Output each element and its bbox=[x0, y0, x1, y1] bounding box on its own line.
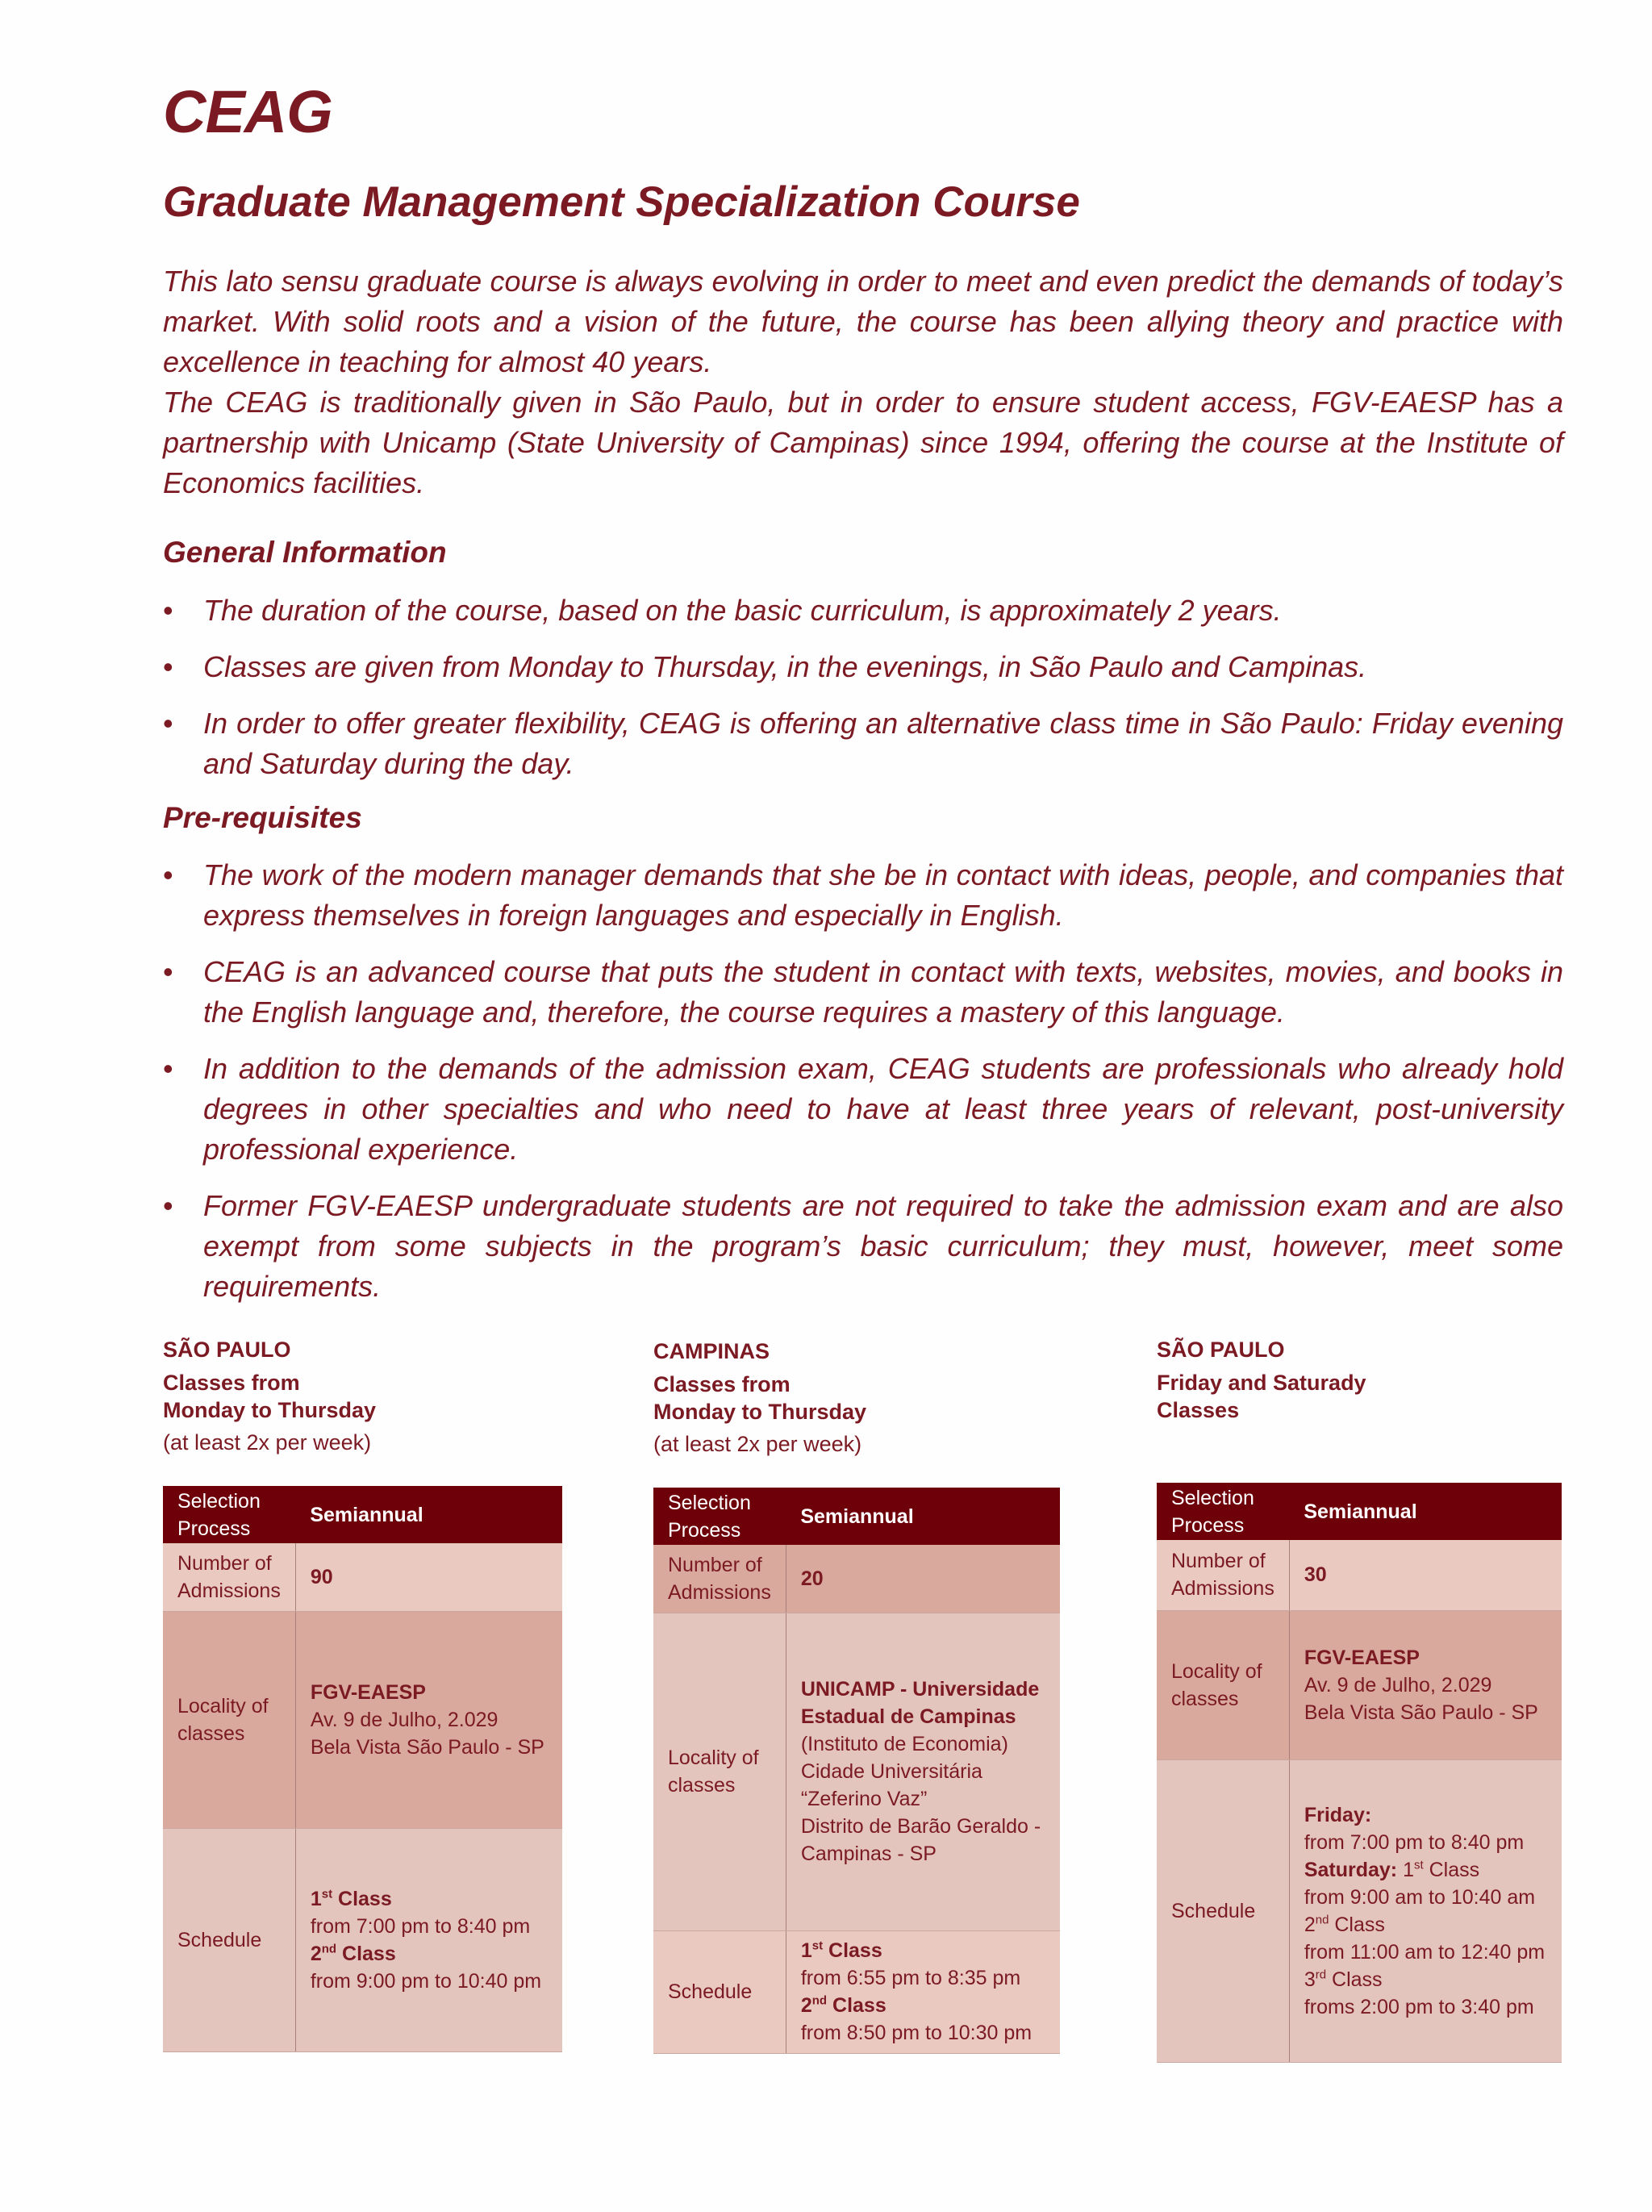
locality-name: Estadual de Campinas bbox=[800, 1705, 1016, 1728]
admissions-label: Number of Admissions bbox=[1157, 1540, 1289, 1610]
bullet-icon: • bbox=[163, 594, 173, 627]
class-number: 1 bbox=[310, 1887, 322, 1910]
class-time: from 9:00 am to 10:40 am bbox=[1304, 1885, 1536, 1909]
table-row bbox=[1157, 1610, 1562, 1759]
sao-paulo-weekday-header bbox=[163, 1335, 376, 1456]
selection-process-value: Semiannual bbox=[295, 1486, 562, 1543]
class-word: Class bbox=[1334, 1913, 1385, 1936]
list-item-text: The work of the modern manager demands that she be in contact with ideas, people, and companies that express themselves in foreign languages and especially in English. bbox=[203, 858, 1563, 932]
day-label: Friday: bbox=[1304, 1803, 1372, 1826]
class-number: 2 bbox=[310, 1942, 322, 1965]
class-time: from 7:00 pm to 8:40 pm bbox=[1304, 1830, 1525, 1854]
locality-address: Bela Vista São Paulo - SP bbox=[310, 1735, 544, 1759]
table-row bbox=[163, 1611, 562, 1828]
admissions-value: 90 bbox=[295, 1543, 562, 1611]
locality-value bbox=[1289, 1610, 1562, 1759]
list-item bbox=[163, 952, 1563, 1033]
admissions-label: Number of Admissions bbox=[653, 1545, 786, 1613]
page-title: CEAG bbox=[163, 78, 332, 145]
locality-address: Campinas - SP bbox=[800, 1843, 937, 1865]
list-item-text: CEAG is an advanced course that puts the student in contact with texts, websites, movies, and books in the English language and, therefore, the course requires a mastery of this language. bbox=[203, 955, 1563, 1029]
schedule-value bbox=[786, 1930, 1060, 2053]
locality-name: FGV-EAESP bbox=[310, 1680, 426, 1704]
class-word: Class bbox=[338, 1887, 392, 1910]
table-row bbox=[163, 1486, 562, 1543]
locality-address: Cidade Universitária bbox=[800, 1760, 982, 1783]
class-days: Classes from Monday to Thursday bbox=[653, 1372, 867, 1424]
table-row bbox=[163, 1828, 562, 2051]
bullet-icon: • bbox=[163, 1052, 173, 1085]
class-time: from 8:50 pm to 10:30 pm bbox=[800, 2022, 1032, 2044]
table-row bbox=[163, 1543, 562, 1611]
class-title bbox=[1304, 1966, 1547, 1993]
admissions-value: 20 bbox=[786, 1545, 1060, 1613]
list-item-text: Former FGV-EAESP undergraduate students are not required to take the admission exam and are also exempt from some subjects in the program’s basic curriculum; they must, however, meet some requirements. bbox=[203, 1189, 1563, 1303]
class-ordinal: st bbox=[811, 1939, 824, 1953]
class-word: Class bbox=[1332, 1968, 1383, 1991]
sao-paulo-weekend-header bbox=[1157, 1335, 1366, 1424]
locality-address: Av. 9 de Julho, 2.029 bbox=[1304, 1673, 1492, 1697]
table-row bbox=[653, 1930, 1060, 2053]
page-subtitle: Graduate Management Specialization Course bbox=[163, 178, 1080, 226]
table-row bbox=[653, 1488, 1060, 1545]
selection-process-value: Semiannual bbox=[1289, 1483, 1562, 1540]
table-row bbox=[653, 1613, 1060, 1930]
class-ordinal: st bbox=[321, 1887, 333, 1901]
class-time: from 6:55 pm to 8:35 pm bbox=[800, 1967, 1021, 1989]
class-number: 2 bbox=[800, 1994, 812, 2017]
list-item bbox=[163, 855, 1563, 936]
class-title bbox=[801, 1937, 1045, 1964]
class-ordinal: nd bbox=[1315, 1913, 1329, 1927]
locality-address: Bela Vista São Paulo - SP bbox=[1304, 1701, 1538, 1724]
locality-label: Locality of classes bbox=[1157, 1610, 1289, 1759]
campinas-table bbox=[653, 1488, 1060, 2054]
class-number: 1 bbox=[1403, 1858, 1414, 1881]
class-word: Class bbox=[828, 1939, 882, 1962]
campinas-header bbox=[653, 1337, 866, 1458]
admissions-label: Number of Admissions bbox=[163, 1543, 295, 1611]
list-item-text: In order to offer greater flexibility, CEAG is offering an alternative class time in São Paulo: Friday evening and Saturday during the day. bbox=[203, 707, 1563, 780]
class-word: Class bbox=[832, 1994, 886, 2017]
list-item-text: Classes are given from Monday to Thursday, in the evenings, in São Paulo and Campinas. bbox=[203, 650, 1367, 683]
schedule-value bbox=[295, 1828, 562, 2051]
table-row bbox=[1157, 1483, 1562, 1540]
schedule-label: Schedule bbox=[1157, 1759, 1289, 2062]
bullet-icon: • bbox=[163, 707, 173, 740]
general-info-heading: General Information bbox=[163, 536, 447, 569]
bullet-icon: • bbox=[163, 858, 173, 891]
list-item bbox=[163, 591, 1563, 631]
locality-address: “Zeferino Vaz” bbox=[800, 1788, 928, 1810]
prerequisites-heading: Pre-requisites bbox=[163, 801, 362, 834]
frequency-note: (at least 2x per week) bbox=[163, 1430, 372, 1454]
list-item-text: In addition to the demands of the admission exam, CEAG students are professionals who already hold degrees in other specialties and who need to have at least three years of relevant, post-university professional experience. bbox=[203, 1052, 1563, 1166]
city-name: SÃO PAULO bbox=[163, 1338, 291, 1362]
class-number: 3 bbox=[1304, 1968, 1316, 1991]
bullet-icon: • bbox=[163, 650, 173, 683]
class-title bbox=[1304, 1911, 1547, 1939]
selection-process-label: Selection Process bbox=[163, 1486, 295, 1543]
class-title bbox=[1304, 1856, 1547, 1884]
class-ordinal: nd bbox=[321, 1942, 337, 1956]
day-label: Saturday: bbox=[1304, 1858, 1398, 1881]
intro-text bbox=[163, 261, 1563, 503]
class-time: froms 2:00 pm to 3:40 pm bbox=[1304, 1995, 1534, 2018]
class-title bbox=[311, 1885, 548, 1913]
selection-process-label: Selection Process bbox=[653, 1488, 786, 1545]
class-days: Classes from Monday to Thursday bbox=[163, 1371, 377, 1422]
class-title bbox=[311, 1940, 548, 1968]
class-time: from 9:00 pm to 10:40 pm bbox=[310, 1969, 542, 1993]
list-item bbox=[163, 1186, 1563, 1307]
bullet-icon: • bbox=[163, 1189, 173, 1222]
class-days: Friday and Saturady Classes bbox=[1157, 1371, 1366, 1422]
locality-label: Locality of classes bbox=[653, 1613, 786, 1930]
intro-paragraph: The CEAG is traditionally given in São Paulo, but in order to ensure student access, FGV-EAESP has a partnership with Unicamp (State University of Campinas) since 1994, offering the course at the Institute of Economics facilities. bbox=[163, 386, 1563, 499]
selection-process-label: Selection Process bbox=[1157, 1483, 1289, 1540]
general-info-list bbox=[163, 591, 1563, 800]
table-row bbox=[1157, 1759, 1562, 2062]
intro-paragraph: This lato sensu graduate course is always evolving in order to meet and even predict the demands of today’s market. With solid roots and a vision of the future, the course has been allying theory and practice with excellence in teaching for almost 40 years. bbox=[163, 265, 1563, 378]
sao-paulo-weekday-table bbox=[163, 1486, 562, 2052]
list-item bbox=[163, 647, 1563, 687]
locality-label: Locality of classes bbox=[163, 1611, 295, 1828]
prerequisites-list bbox=[163, 855, 1563, 1323]
class-ordinal: st bbox=[1414, 1858, 1424, 1872]
locality-value bbox=[786, 1613, 1060, 1930]
class-time: from 11:00 am to 12:40 pm bbox=[1304, 1940, 1546, 1964]
class-number: 2 bbox=[1304, 1913, 1316, 1936]
sao-paulo-weekend-table bbox=[1157, 1483, 1562, 2063]
bullet-icon: • bbox=[163, 955, 173, 988]
list-item bbox=[163, 1049, 1563, 1170]
locality-address: (Instituto de Economia) bbox=[800, 1733, 1008, 1755]
schedule-value bbox=[1289, 1759, 1562, 2062]
class-ordinal: nd bbox=[811, 1993, 828, 2008]
class-title bbox=[801, 1992, 1045, 2019]
schedule-label: Schedule bbox=[653, 1930, 786, 2053]
selection-process-value: Semiannual bbox=[786, 1488, 1060, 1545]
locality-name: UNICAMP - Universidade bbox=[800, 1678, 1040, 1701]
schedule-label: Schedule bbox=[163, 1828, 295, 2051]
frequency-note: (at least 2x per week) bbox=[653, 1432, 862, 1456]
class-number: 1 bbox=[800, 1939, 812, 1962]
class-time: from 7:00 pm to 8:40 pm bbox=[310, 1914, 531, 1938]
class-word: Class bbox=[342, 1942, 396, 1965]
locality-address: Av. 9 de Julho, 2.029 bbox=[310, 1708, 499, 1731]
locality-name: FGV-EAESP bbox=[1304, 1646, 1420, 1669]
table-row bbox=[1157, 1540, 1562, 1610]
admissions-value: 30 bbox=[1289, 1540, 1562, 1610]
list-item bbox=[163, 703, 1563, 784]
locality-value bbox=[295, 1611, 562, 1828]
city-name: SÃO PAULO bbox=[1157, 1338, 1285, 1362]
list-item-text: The duration of the course, based on the basic curriculum, is approximately 2 years. bbox=[203, 594, 1282, 627]
city-name: CAMPINAS bbox=[653, 1339, 770, 1363]
class-ordinal: rd bbox=[1315, 1968, 1327, 1982]
table-row bbox=[653, 1545, 1060, 1613]
class-word: Class bbox=[1429, 1858, 1480, 1881]
locality-address: Distrito de Barão Geraldo - bbox=[800, 1815, 1041, 1838]
